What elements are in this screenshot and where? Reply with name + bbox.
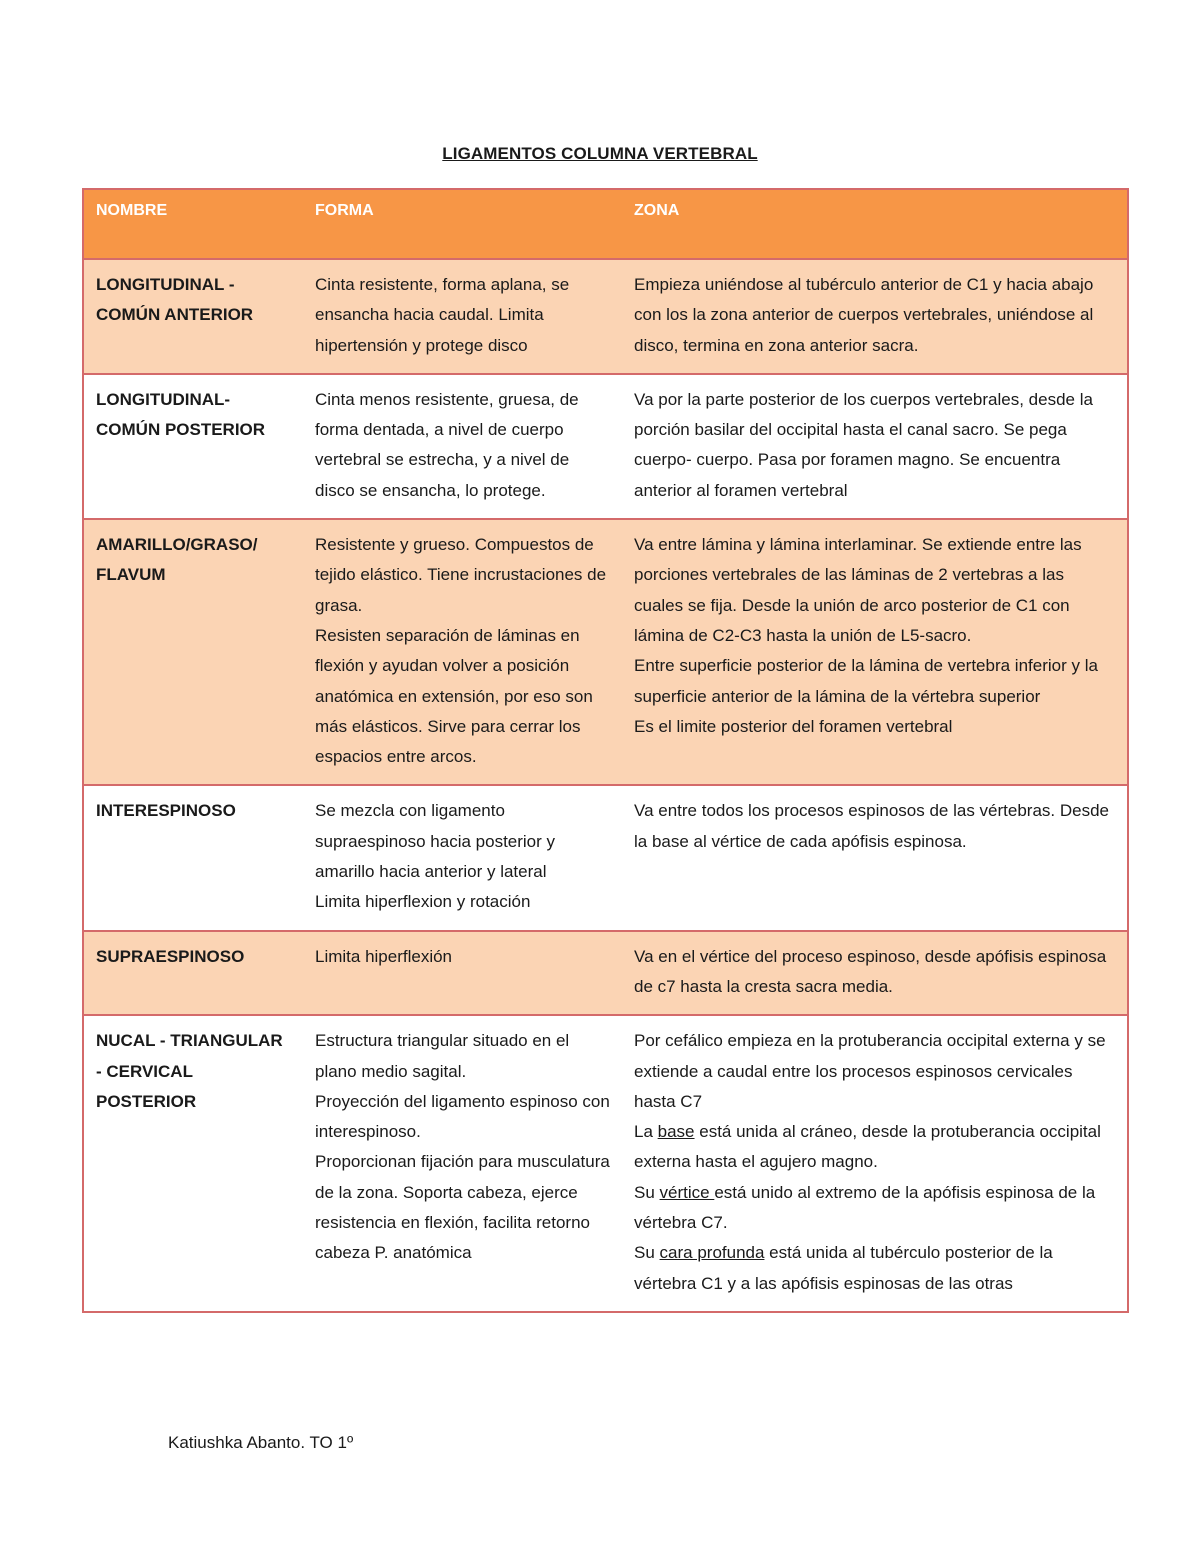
forma-text: Limita hiperflexión — [315, 946, 453, 966]
cell-nombre — [83, 931, 303, 1016]
nombre-line: AMARILLO/GRASO/ — [96, 535, 258, 555]
header-forma: FORMA — [303, 189, 622, 259]
forma-text: Resisten separación de láminas en flexión y ayudan volver a posición anatómica en extensión, por eso son más elásticos. Sirve para cerrar los espacios entre arcos. — [315, 625, 593, 767]
nombre-line: SUPRAESPINOSO — [96, 946, 245, 966]
underlined-term: cara profunda — [659, 1243, 765, 1263]
cell-zona — [622, 1015, 1128, 1312]
nombre-line: COMÚN ANTERIOR — [96, 305, 254, 325]
cell-forma — [303, 259, 622, 374]
ligament-table — [82, 188, 1129, 1313]
cell-zona — [622, 519, 1128, 785]
nombre-line: - CERVICAL — [96, 1061, 193, 1081]
table-row — [83, 259, 1128, 374]
zona-text-pre: La — [634, 1122, 658, 1142]
cell-nombre — [83, 259, 303, 374]
cell-nombre — [83, 785, 303, 930]
cell-nombre — [83, 374, 303, 519]
zona-text-post: está unido al extremo de la apófisis espinosa de la vértebra C7. — [634, 1182, 1096, 1233]
zona-text: Va en el vértice del proceso espinoso, desde apófisis espinosa de c7 hasta la cresta sacra media. — [634, 946, 1107, 996]
cell-forma — [303, 785, 622, 930]
nombre-line: INTERESPINOSO — [96, 801, 236, 821]
header-nombre: NOMBRE — [83, 189, 303, 259]
cell-zona — [622, 259, 1128, 374]
nombre-line: POSTERIOR — [96, 1091, 197, 1111]
zona-text: Por cefálico empieza en la protuberancia occipital externa y se extiende a caudal entre los procesos espinosos cervicales hasta C7 — [634, 1031, 1106, 1111]
cell-zona — [622, 785, 1128, 930]
forma-text: Limita hiperflexion y rotación — [315, 892, 531, 912]
table-row — [83, 931, 1128, 1016]
zona-text: Va por la parte posterior de los cuerpos vertebrales, desde la porción basilar del occipital hasta el canal sacro. Se pega cuerpo- cuerpo. Pasa por foramen magno. Se encuentra anterior al foramen vertebral — [634, 389, 1093, 500]
underlined-term: base — [657, 1122, 695, 1142]
cell-nombre — [83, 1015, 303, 1312]
cell-forma — [303, 1015, 622, 1312]
forma-text: Estructura triangular situado en el plano medio sagital. — [315, 1031, 570, 1081]
cell-zona — [622, 374, 1128, 519]
forma-text: Proporcionan fijación para musculatura de la zona. Soporta cabeza, ejerce resistencia en flexión, facilita retorno cabeza P. anatómica — [315, 1152, 610, 1263]
zona-text: Va entre lámina y lámina interlaminar. Se extiende entre las porciones vertebrales de las láminas de 2 vertebras a las cuales se fija. Desde la unión de arco posterior de C1 con lámina de C2-C3 hasta la unión de L5-sacro. — [634, 535, 1082, 645]
forma-text: Cinta resistente, forma aplana, se ensancha hacia caudal. Limita hipertensión y protege disco — [315, 275, 570, 355]
cell-forma — [303, 931, 622, 1016]
zona-text-post: está unida al tubérculo posterior de la vértebra C1 y a las apófisis espinosas de las otras — [634, 1243, 1053, 1293]
table-row — [83, 519, 1128, 785]
cell-nombre — [83, 519, 303, 785]
table-row — [83, 1015, 1128, 1312]
forma-text: Se mezcla con ligamento supraespinoso hacia posterior y amarillo hacia anterior y lateral — [315, 801, 556, 882]
zona-text: Empieza uniéndose al tubérculo anterior de C1 y hacia abajo con los la zona anterior de cuerpos vertebrales, uniéndose al disco, termina en zona anterior sacra. — [634, 275, 1094, 355]
header-zona: ZONA — [622, 189, 1128, 259]
forma-text: Resistente y grueso. Compuestos de tejido elástico. Tiene incrustaciones de grasa. — [315, 535, 607, 615]
nombre-line: LONGITUDINAL- — [96, 389, 231, 409]
cell-zona — [622, 931, 1128, 1016]
cell-forma — [303, 519, 622, 785]
zona-text — [634, 1178, 1115, 1239]
cell-forma — [303, 374, 622, 519]
table-header-row — [83, 189, 1128, 259]
nombre-line: LONGITUDINAL - — [96, 275, 235, 294]
page-title: LIGAMENTOS COLUMNA VERTEBRAL — [442, 144, 758, 163]
forma-text: Cinta menos resistente, gruesa, de forma dentada, a nivel de cuerpo vertebral se estrecha, y a nivel de disco se ensancha, lo protege. — [315, 389, 579, 500]
footer-author: Katiushka Abanto. TO 1º — [168, 1433, 354, 1452]
zona-text-pre: Su — [634, 1243, 660, 1263]
table-row — [83, 374, 1128, 519]
forma-text: Proyección del ligamento espinoso con interespinoso. — [315, 1091, 610, 1142]
nombre-line: FLAVUM — [96, 565, 166, 585]
zona-text: Es el limite posterior del foramen vertebral — [634, 716, 953, 736]
nombre-line: COMÚN POSTERIOR — [96, 420, 266, 440]
zona-text — [634, 1117, 1115, 1178]
nombre-line: NUCAL - TRIANGULAR — [96, 1031, 283, 1051]
zona-text-pre: Su — [634, 1182, 660, 1202]
underlined-term: vértice — [659, 1182, 715, 1202]
table-row — [83, 785, 1128, 930]
zona-text: Va entre todos los procesos espinosos de las vértebras. Desde la base al vértice de cada apófisis espinosa. — [634, 801, 1110, 851]
zona-text-post: está unida al cráneo, desde la protuberancia occipital externa hasta el agujero magno. — [634, 1122, 1101, 1172]
zona-text: Entre superficie posterior de la lámina de vertebra inferior y la superficie anterior de la lámina de la vértebra superior — [634, 656, 1098, 706]
zona-text — [634, 1238, 1115, 1299]
